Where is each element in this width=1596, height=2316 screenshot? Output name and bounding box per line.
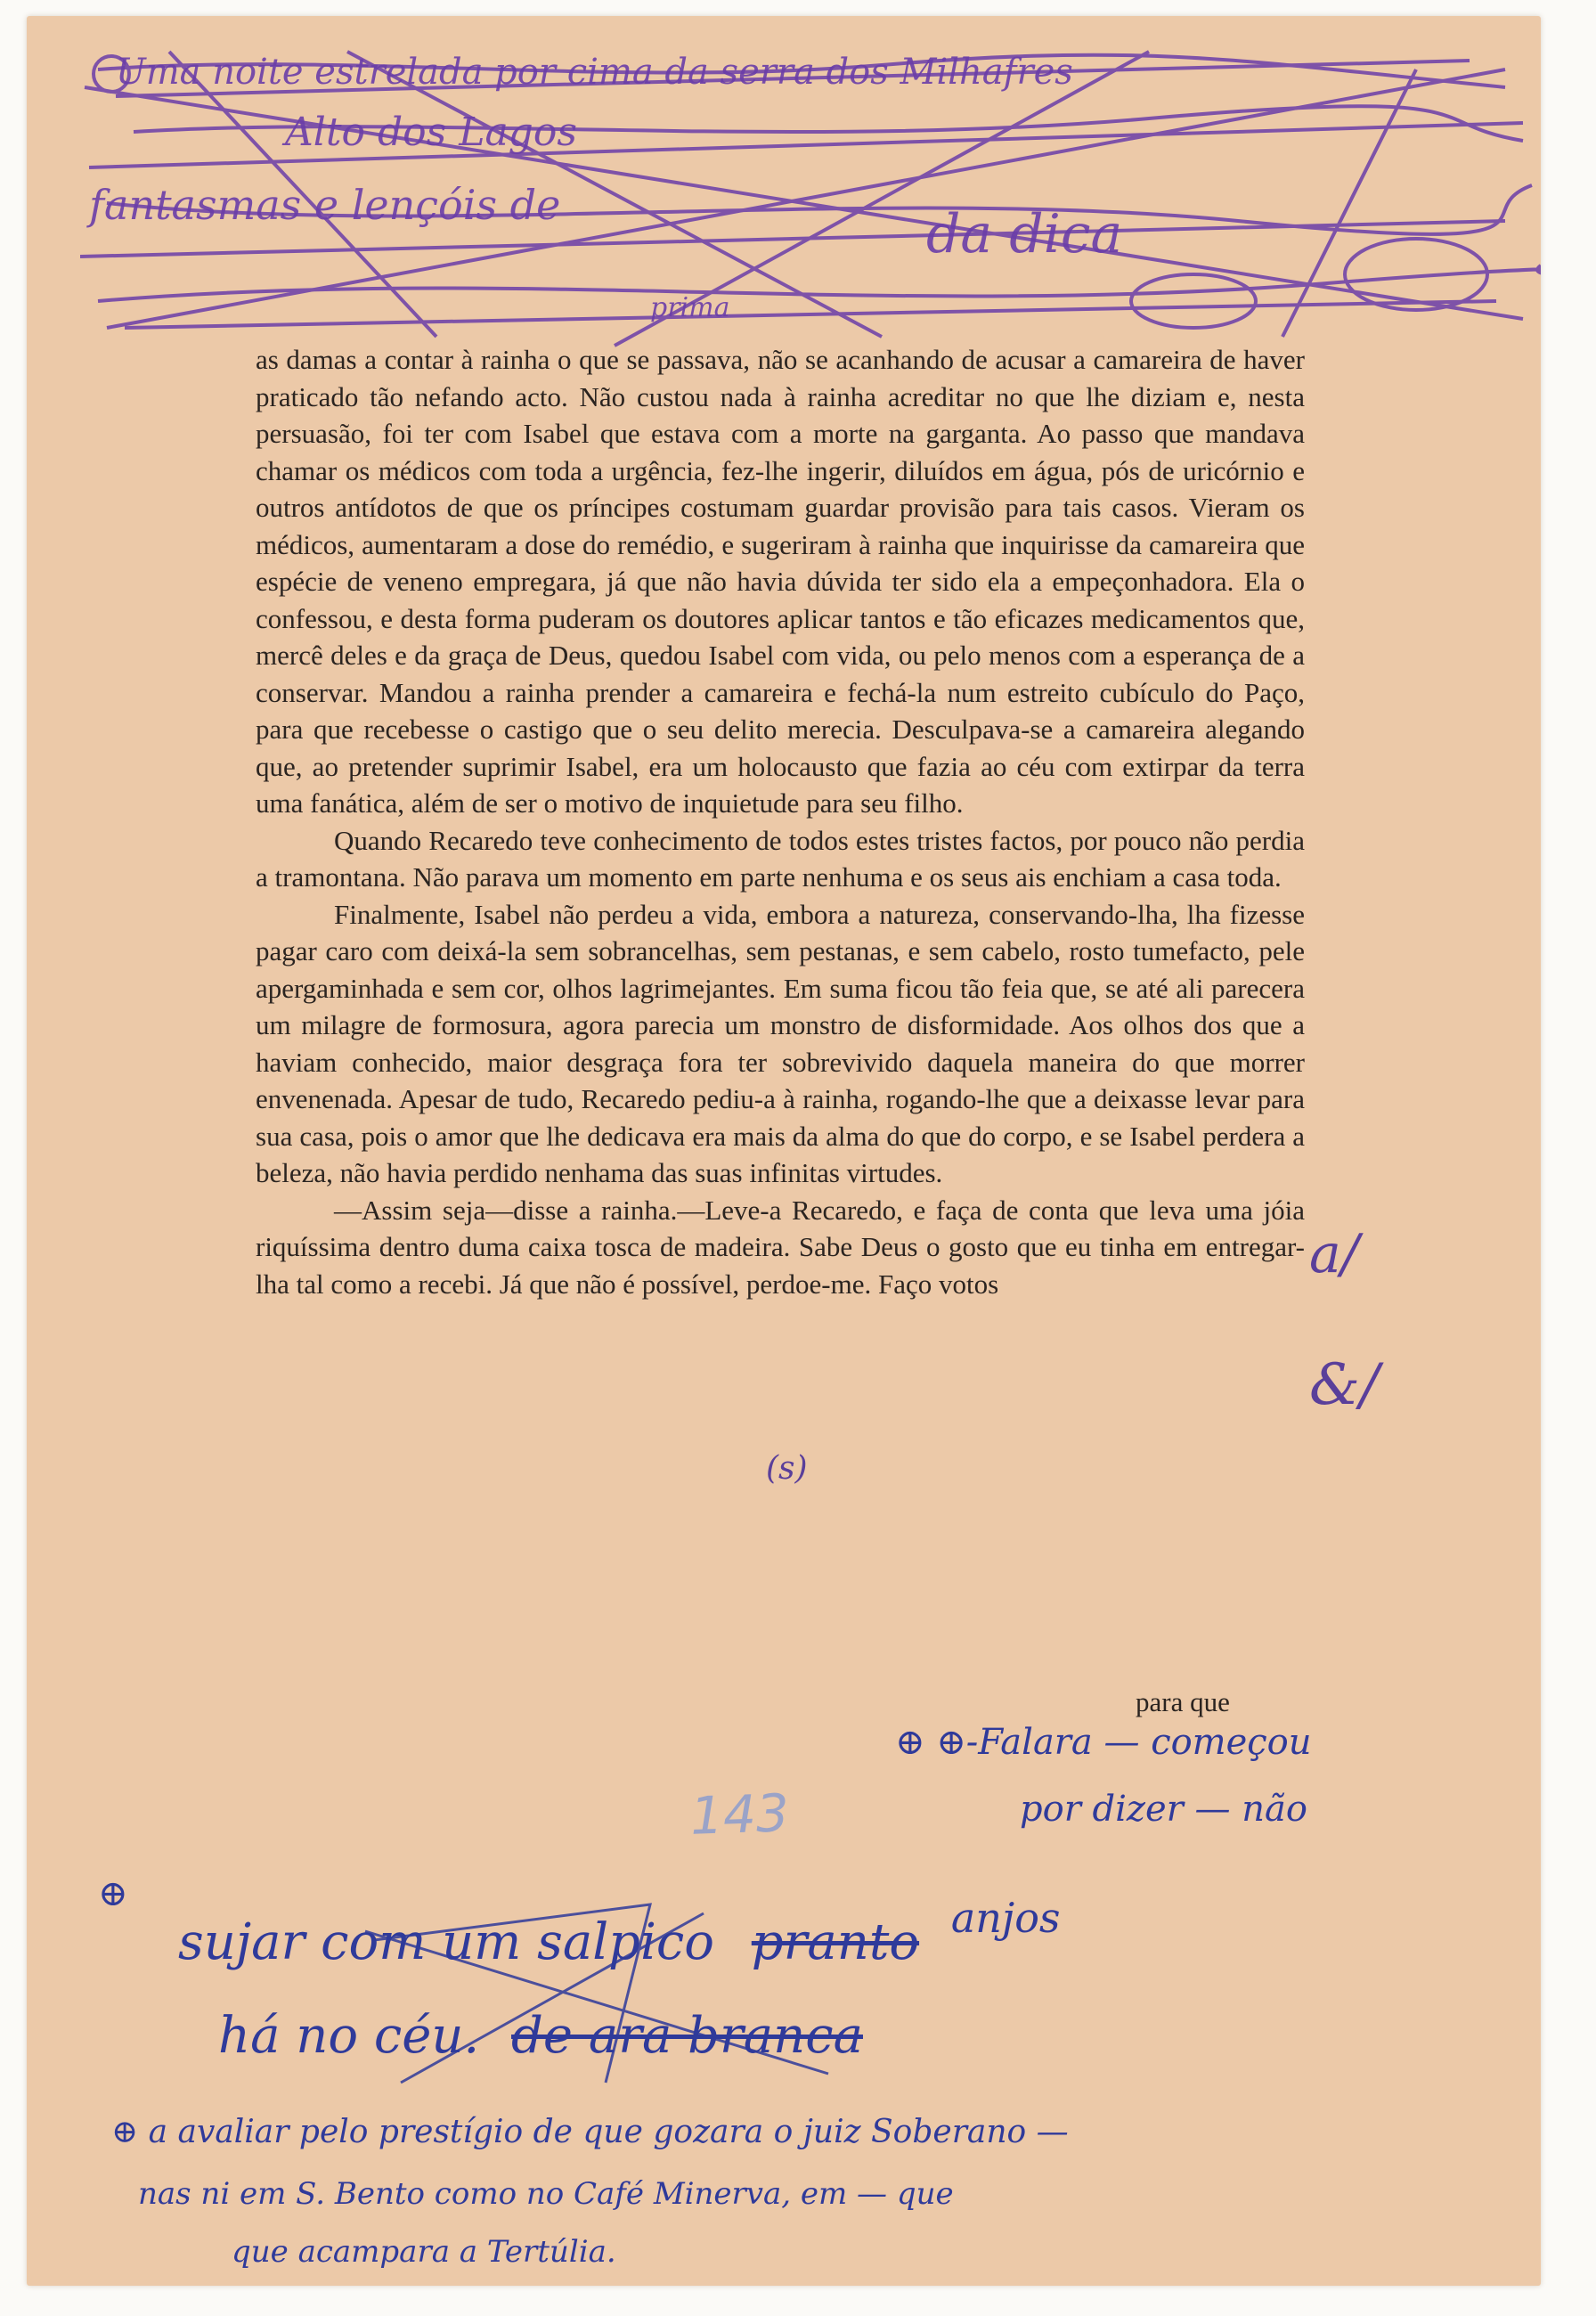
- annotation-b1-text: sujar com um salpico: [178, 1913, 714, 1971]
- margin-mark-3: (s): [766, 1450, 808, 1487]
- annotation-marker-b: ⊕: [98, 1873, 128, 1914]
- heading-strike-lines: [80, 34, 1541, 355]
- annotation-b1-strike: pranto: [751, 1913, 920, 1971]
- annotation-line-b2: [218, 2007, 863, 2065]
- printed-body: [256, 341, 1305, 1302]
- page-number: 143: [688, 1782, 790, 1847]
- margin-mark-1: a/: [1309, 1223, 1359, 1285]
- catchword: para que: [1136, 1686, 1230, 1717]
- annotation-b2-text: há no céu.: [218, 2007, 480, 2065]
- crossed-heading-line-5: prima: [650, 292, 730, 323]
- body-paragraph-2: Quando Recaredo teve conhecimento de todos estes tristes factos, por pouco não perdia a tramontana. Não parava um momento em parte nenhuma e os seus ais enchiam a casa toda.: [256, 824, 1305, 893]
- annotation-line-a2: por dizer — não: [1020, 1789, 1307, 1830]
- annotation-line-c2: nas ni em S. Bento como no Café Minerva, em — que: [138, 2176, 954, 2212]
- crossed-heading-line-4: da dica: [926, 203, 1123, 265]
- body-paragraph-4: —Assim seja—disse a rainha.—Leve-a Recaredo, e faça de conta que leva uma jóia riquíssima dentro duma caixa tosca de madeira. Sabe Deus o gosto que eu tinha em entregar-lha tal como a recebi. Já que não é possível, perdoe-me. Faço votos: [256, 1194, 1305, 1300]
- body-paragraph-1: as damas a contar à rainha o que se passava, não se acanhando de acusar a camareira de haver praticado tão nefando acto. Não custou nada à rainha acreditar no que lhe diziam e, nesta persuasão, foi ter com Isabel que estava com a morte na garganta. Ao passo que mandava chamar os médicos com toda a urgência, fez-lhe ingerir, diluídos em água, pós de uricórnio e outros antídotos de que os príncipes costumam guardar provisão para tais casos. Vieram os médicos, aumentaram a dose do remédio, e sugeriram à rainha que inquirisse da camareira que espécie de veneno empregara, já que não havia dúvida ter sido ela a empeçonhadora. Ela o confessou, e desta forma puderam os doutores aplicar tantos e tão eficazes medicamentos que, mercê deles e da graça de Deus, quedou Isabel com vida, ou pelo menos com a esperança de a conservar. Mandou a rainha prender a camareira e fechá-la num estreito cubículo do Paço, para que recebesse o castigo que o seu delito merecia. Desculpava-se a camareira alegando que, ao pretender suprimir Isabel, era um holocausto que fazia ao céu com extirpar da terra uma fanática, além de ser o motivo de inquietude para seu filho.: [256, 344, 1305, 819]
- body-paragraph-3: Finalmente, Isabel não perdeu a vida, embora a natureza, conservando-lha, lha fizesse pagar caro com deixá-la sem sobrancelhas, sem pestanas, e sem cabelo, rosto tumefacto, pele apergaminhada e sem cor, olhos lagrimejantes. Em suma ficou tão feia que, se até ali parecera um milagre de formosura, agora parecia um monstro de disformidade. Aos olhos dos que a haviam conhecido, maior desgraça fora ter sobrevivido daquela maneira do que morrer envenenada. Apesar de tudo, Recaredo pediu-a à rainha, rogando-lhe que a deixasse levar para sua casa, pois o amor que lhe dedicava era mais da alma do que do corpo, e se Isabel perdera a beleza, não havia perdido nenhama das suas infinitas virtudes.: [256, 898, 1305, 1188]
- manuscript-page: [27, 16, 1541, 2286]
- crossed-heading-line-3: fantasmas e lençóis de: [89, 181, 561, 229]
- annotation-b2-strike: de ara branca: [511, 2007, 863, 2065]
- crossed-heading-line-2: Alto dos Lagos: [285, 110, 577, 155]
- annotation-b1-tail: anjos: [950, 1894, 1061, 1942]
- crossed-heading-line-1: Uma noite estrelada por cima da serra dos Milhafres: [116, 52, 1073, 93]
- annotation-line-c3: que acampara a Tertúlia.: [232, 2234, 616, 2270]
- annotation-line-c1: ⊕ a avaliar pelo prestígio de que gozara o juiz Soberano —: [111, 2114, 1069, 2150]
- crossed-out-heading: [80, 34, 1541, 355]
- annotation-line-b1: [178, 1894, 1061, 1971]
- margin-mark-2: &/: [1309, 1352, 1380, 1418]
- annotation-line-a1: ⊕ ⊕-Falara — começou: [895, 1722, 1312, 1763]
